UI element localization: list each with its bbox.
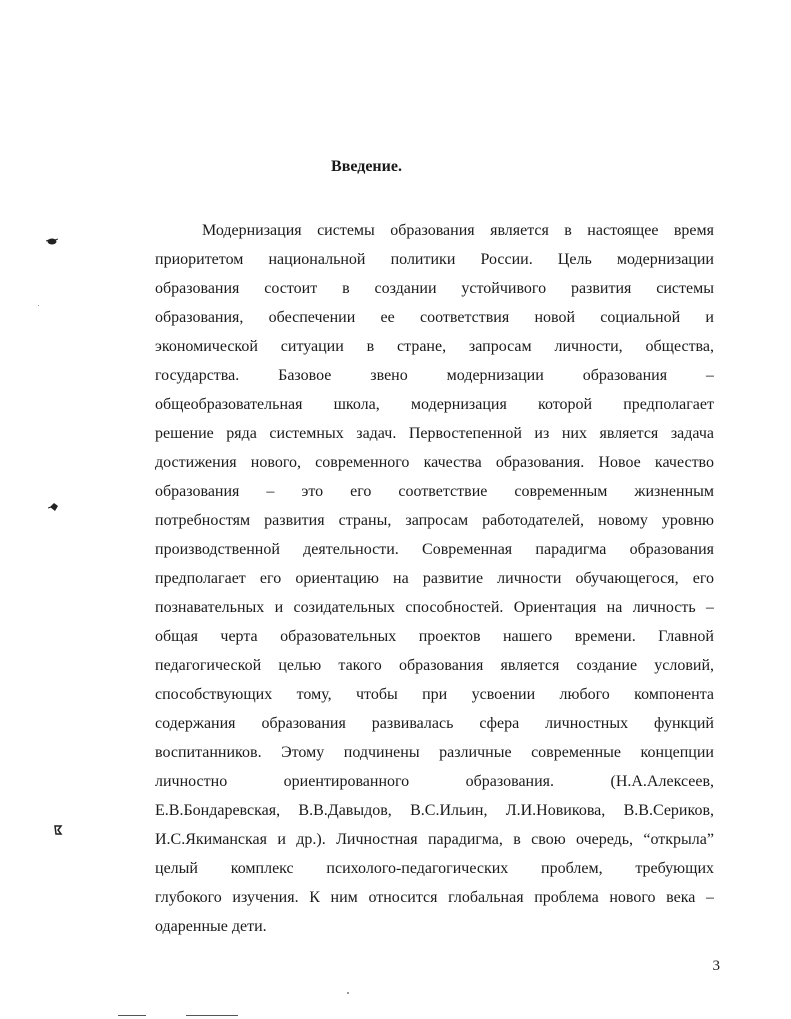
text-line: Модернизация системы образования является в настоящее время bbox=[202, 222, 714, 239]
text-line: предполагает его ориентацию на развитие личности обучающегося, его bbox=[155, 570, 714, 587]
text-line: глубокого изучения. К ним относится глобальная проблема нового века – bbox=[155, 889, 714, 906]
text-line: способствующих тому, чтобы при усвоении любого компонента bbox=[155, 686, 714, 703]
text-line: достижения нового, современного качества образования. Новое качество bbox=[155, 454, 714, 471]
text-line: приоритетом национальной политики России. Цель модернизации bbox=[155, 251, 714, 268]
binding-hole-mark-icon bbox=[48, 502, 58, 510]
text-line: потребностям развития страны, запросам работодателей, новому уровню bbox=[155, 512, 714, 529]
scan-speck bbox=[38, 305, 39, 306]
text-line: воспитанников. Этому подчинены различные современные концепции bbox=[155, 744, 714, 761]
text-line: одаренные дети. bbox=[155, 918, 267, 935]
text-line: решение ряда системных задач. Первостепенной из них является задача bbox=[155, 425, 714, 442]
text-line: личностно ориентированного образования. (Н.А.Алексеев, bbox=[155, 773, 714, 790]
binding-hole-mark-icon bbox=[53, 824, 63, 832]
text-line: И.С.Якиманская и др.). Личностная парадигма, в свою очередь, “открыла” bbox=[155, 831, 714, 848]
binding-hole-mark-icon bbox=[46, 237, 56, 245]
text-line: общеобразовательная школа, модернизация которой предполагает bbox=[155, 396, 714, 413]
scan-speck bbox=[347, 992, 349, 994]
page-number: 3 bbox=[712, 958, 720, 974]
text-line: педагогической целью такого образования является создание условий, bbox=[155, 657, 714, 674]
text-line: познавательных и созидательных способностей. Ориентация на личность – bbox=[155, 599, 714, 616]
text-line: государства. Базовое звено модернизации образования – bbox=[155, 367, 714, 384]
body-paragraph bbox=[155, 216, 714, 941]
section-title: Введение. bbox=[331, 158, 402, 175]
scan-rule bbox=[118, 1015, 146, 1016]
text-line: образования, обеспечении ее соответствия новой социальной и bbox=[155, 309, 714, 326]
text-line: экономической ситуации в стране, запросам личности, общества, bbox=[155, 338, 714, 355]
text-line: содержания образования развивалась сфера личностных функций bbox=[155, 715, 714, 732]
text-line: образования состоит в создании устойчивого развития системы bbox=[155, 280, 714, 297]
text-line: производственной деятельности. Современная парадигма образования bbox=[155, 541, 714, 558]
text-line: образования – это его соответствие современным жизненным bbox=[155, 483, 714, 500]
scan-rule bbox=[186, 1015, 238, 1016]
text-line: целый комплекс психолого-педагогических проблем, требующих bbox=[155, 860, 714, 877]
text-line: Е.В.Бондаревская, В.В.Давыдов, В.С.Ильин, Л.И.Новикова, В.В.Сериков, bbox=[155, 802, 714, 819]
text-line: общая черта образовательных проектов нашего времени. Главной bbox=[155, 628, 714, 645]
